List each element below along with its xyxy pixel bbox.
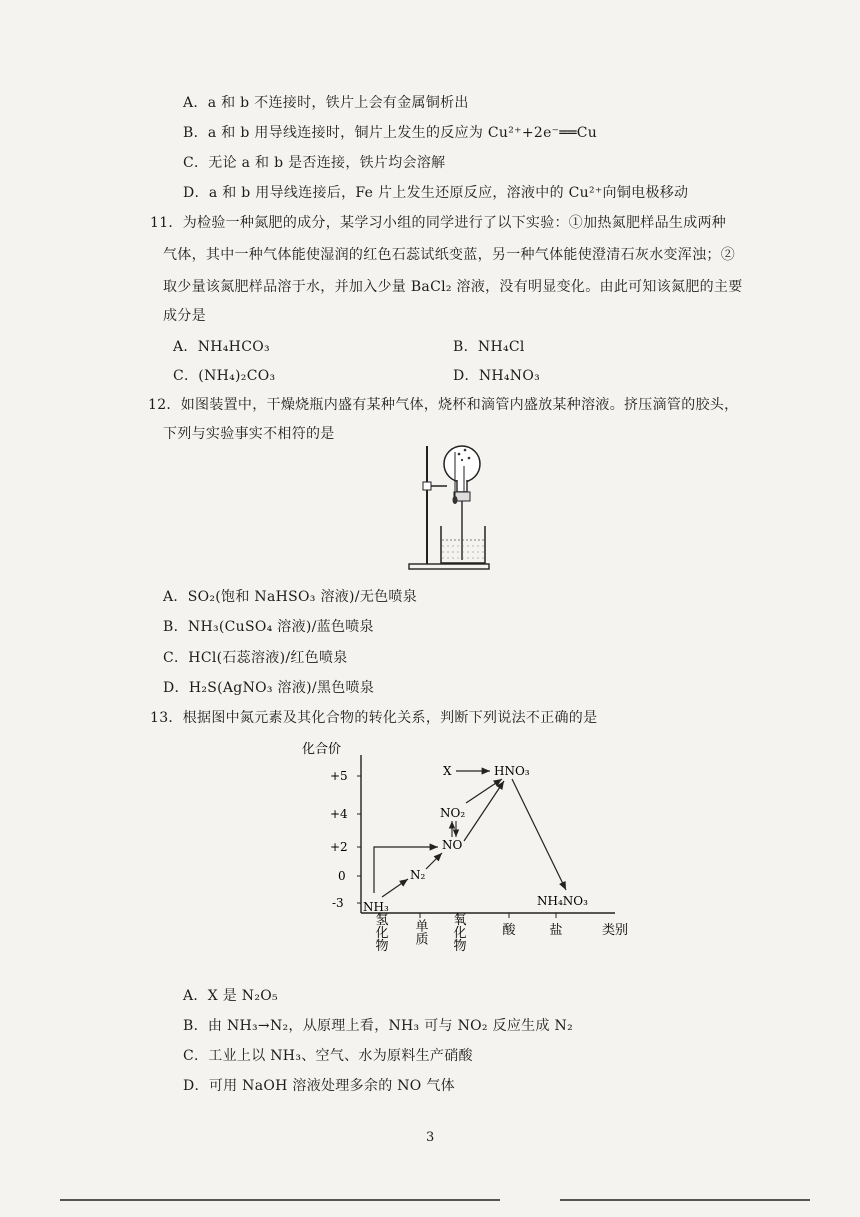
species-no: NO <box>442 838 463 852</box>
q11-stem-line-1: 11．为检验一种氮肥的成分，某学习小组的同学进行了以下实验：①加热氮肥样品生成两种 <box>150 215 727 231</box>
q10-option-d: D．a 和 b 用导线连接后，Fe 片上发生还原反应，溶液中的 Cu²⁺向铜电极移动 <box>183 185 689 201</box>
species-no2: NO₂ <box>440 806 466 820</box>
q12-option-d: D．H₂S(AgNO₃ 溶液)/黑色喷泉 <box>163 680 375 696</box>
q13-option-d: D．可用 NaOH 溶液处理多余的 NO 气体 <box>183 1078 455 1094</box>
q13-stem: 13．根据图中氮元素及其化合物的转化关系，判断下列说法不正确的是 <box>150 710 598 726</box>
q10-option-c: C．无论 a 和 b 是否连接，铁片均会溶解 <box>183 155 446 171</box>
scan-edge-line <box>60 1199 500 1201</box>
q11-option-c: C．(NH₄)₂CO₃ <box>173 368 276 384</box>
q11-stem-line-2: 气体，其中一种气体能使湿润的红色石蕊试纸变蓝，另一种气体能使澄清石灰水变浑浊；② <box>163 247 735 263</box>
q11-option-b: B．NH₄Cl <box>453 339 525 355</box>
q12-stem-line-1: 12．如图装置中，干燥烧瓶内盛有某种气体，烧杯和滴管内盛放某种溶液。挤压滴管的胶头， <box>148 397 739 413</box>
species-nh3: NH₃ <box>363 900 389 914</box>
q11-stem-line-3: 取少量该氮肥样品溶于水，并加入少量 BaCl₂ 溶液，没有明显变化。由此可知该氮肥的主要 <box>163 279 743 295</box>
q10-option-a: A．a 和 b 不连接时，铁片上会有金属铜析出 <box>183 95 469 111</box>
species-n2: N₂ <box>410 868 426 882</box>
q11-stem-line-4: 成分是 <box>163 308 206 324</box>
x-cat-element: 单质 <box>412 919 428 945</box>
x-cat-acid: 酸 <box>502 923 516 938</box>
q12-option-c: C．HCl(石蕊溶液)/红色喷泉 <box>163 650 348 666</box>
species-nh4no3: NH₄NO₃ <box>537 894 588 908</box>
q13-option-a: A．X 是 N₂O₅ <box>183 988 278 1004</box>
q10-option-b: B．a 和 b 用导线连接时，铜片上发生的反应为 Cu²⁺+2e⁻══Cu <box>183 125 598 141</box>
page-number: 3 <box>426 1130 435 1145</box>
q12-option-a: A．SO₂(饱和 NaHSO₃ 溶液)/无色喷泉 <box>163 589 418 605</box>
q12-option-b: B．NH₃(CuSO₄ 溶液)/蓝色喷泉 <box>163 619 374 635</box>
q11-option-d: D．NH₄NO₃ <box>453 368 541 384</box>
scan-edge-line-right <box>560 1199 810 1201</box>
x-axis-title: 类别 <box>602 923 629 938</box>
y-tick-minus3: -3 <box>332 896 344 910</box>
species-hno3: HNO₃ <box>494 764 530 778</box>
q12-stem-line-2: 下列与实验事实不相符的是 <box>163 426 335 442</box>
fountain-apparatus-figure <box>405 436 500 576</box>
y-tick-zero: 0 <box>338 869 346 883</box>
y-tick-plus2: +2 <box>330 840 348 854</box>
y-tick-plus5: +5 <box>330 769 348 783</box>
y-axis-title: 化合价 <box>302 742 342 757</box>
q13-option-b: B．由 NH₃→N₂，从原理上看，NH₃ 可与 NO₂ 反应生成 N₂ <box>183 1018 573 1034</box>
nitrogen-valence-diagram <box>290 733 650 973</box>
x-cat-salt: 盐 <box>549 923 563 938</box>
q13-option-c: C．工业上以 NH₃、空气、水为原料生产硝酸 <box>183 1048 473 1064</box>
y-tick-plus4: +4 <box>330 807 348 821</box>
x-cat-hydride: 氢化物 <box>372 912 388 952</box>
q11-option-a: A．NH₄HCO₃ <box>173 339 270 355</box>
x-cat-oxide: 氧化物 <box>450 912 466 952</box>
species-x: X <box>443 764 452 778</box>
